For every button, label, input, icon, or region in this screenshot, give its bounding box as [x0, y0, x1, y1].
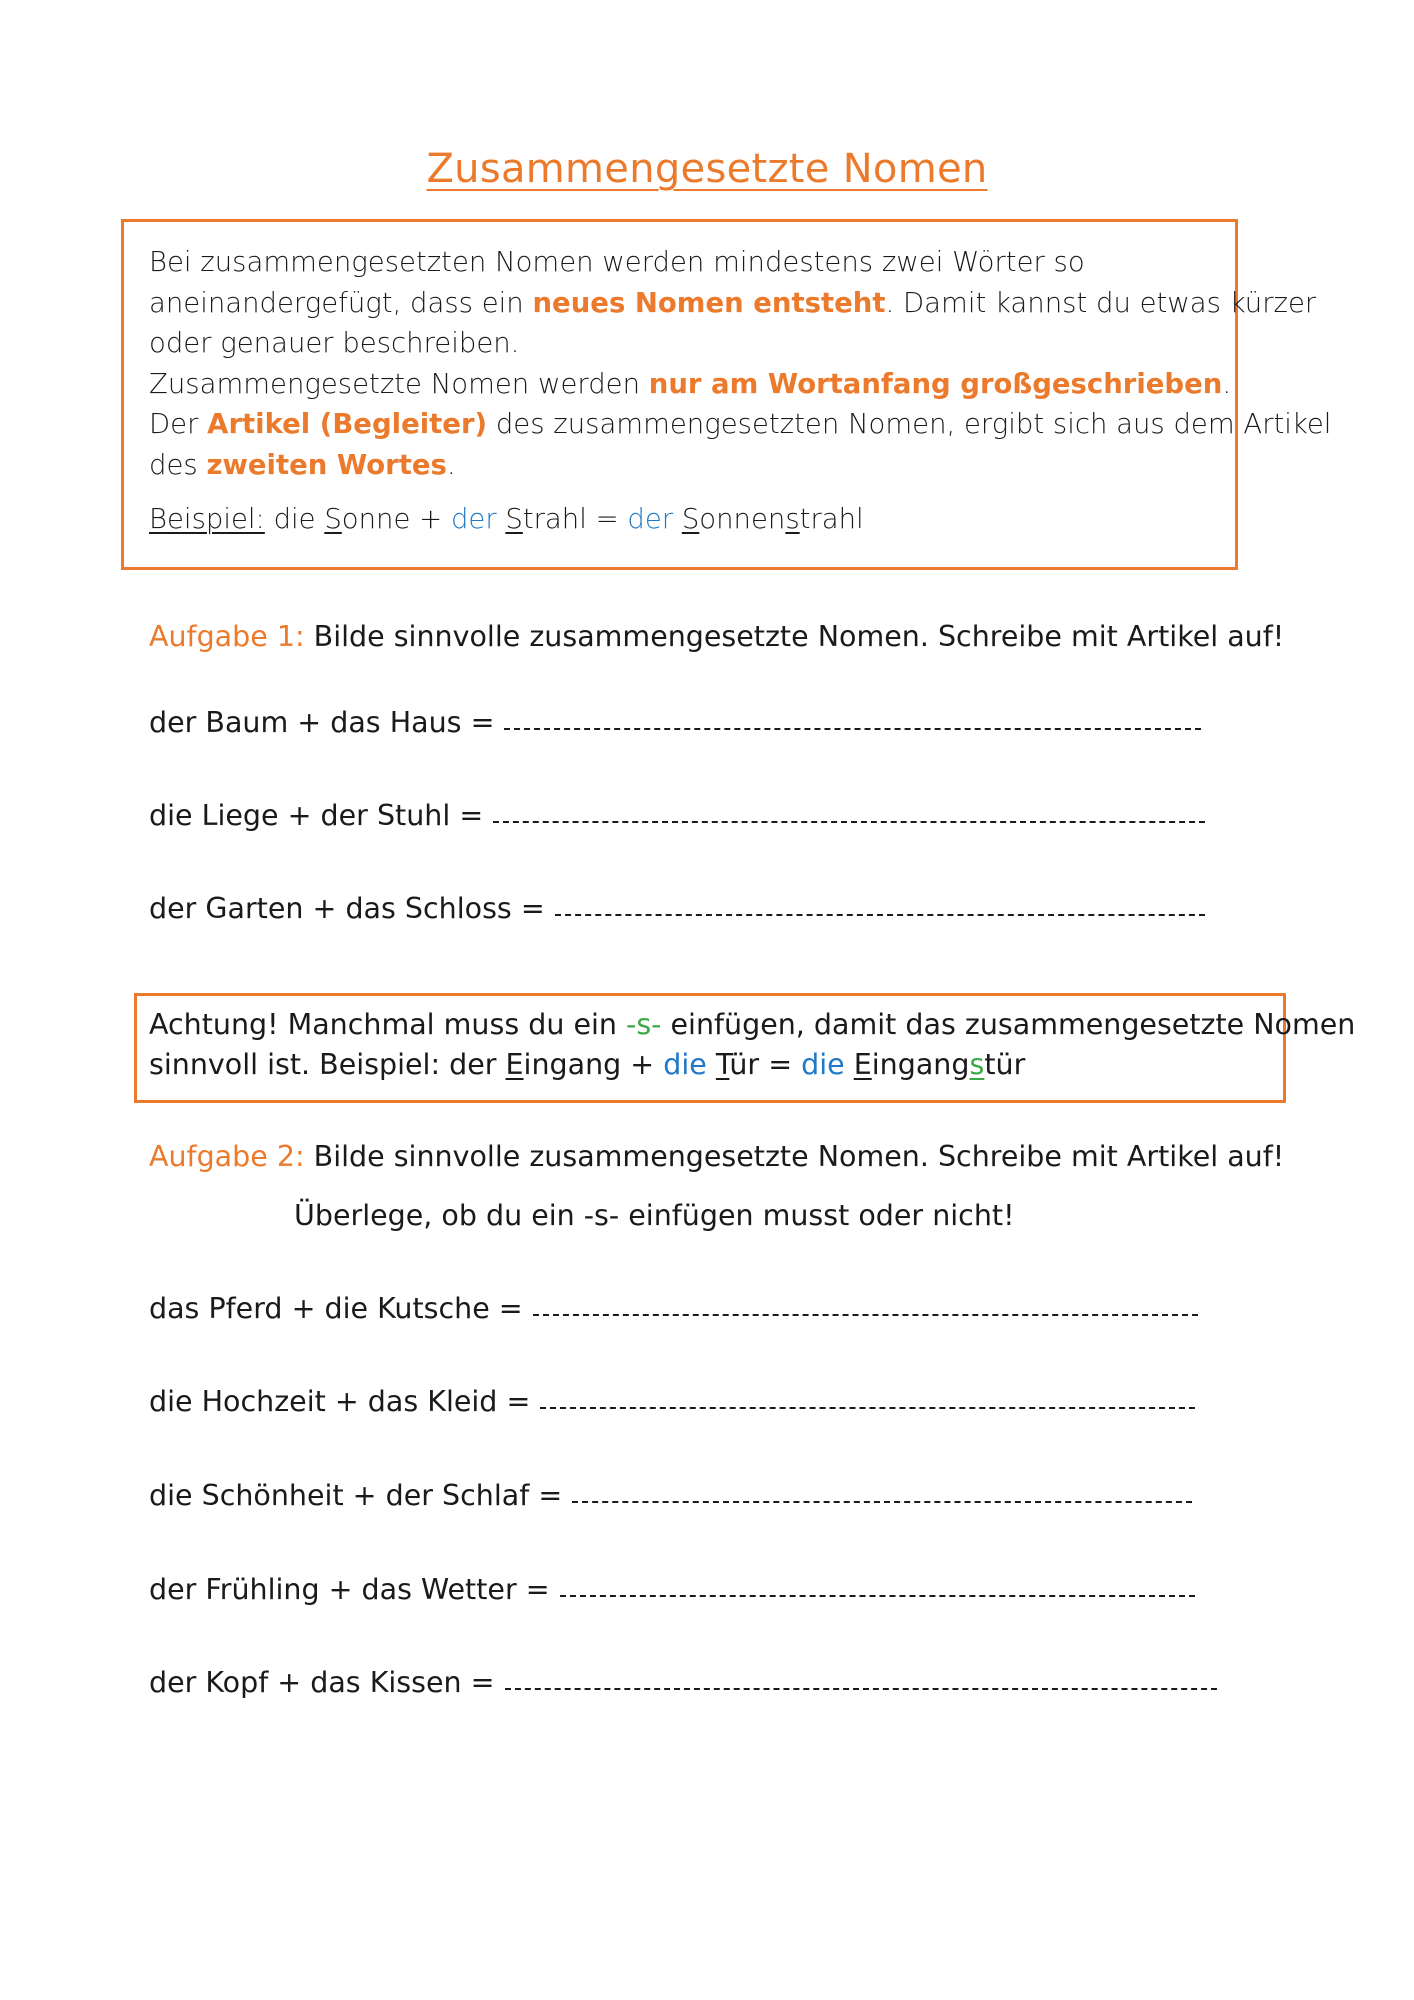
example-label: Beispiel: — [149, 503, 265, 535]
highlight-artikel: Artikel (Begleiter) — [207, 408, 488, 440]
info-line-3: oder genauer beschreiben. — [149, 327, 520, 359]
task1-item-2: die Liege + der Stuhl = — [149, 799, 1205, 832]
task2-label: Aufgabe 2: — [149, 1140, 305, 1173]
info-text — [149, 242, 1331, 485]
task2-item-3: die Schönheit + der Schlaf = — [149, 1479, 1192, 1512]
task1-label: Aufgabe 1: — [149, 620, 305, 653]
task1-item-1: der Baum + das Haus = — [149, 706, 1201, 739]
task2-heading: Aufgabe 2: Bilde sinnvolle zusammengesetzte Nomen. Schreibe mit Artikel auf! — [149, 1140, 1285, 1173]
insert-s-marker: -s- — [626, 1008, 662, 1041]
info-line-6: des zweiten Wortes. — [149, 448, 456, 481]
highlight-neues-nomen: neues Nomen entsteht — [532, 286, 886, 319]
task2-item-1: das Pferd + die Kutsche = — [149, 1292, 1198, 1325]
highlight-zweiten-wortes: zweiten Wortes — [206, 448, 447, 481]
task1-item-3: der Garten + das Schloss = — [149, 892, 1205, 925]
warning-text — [149, 1005, 1355, 1085]
answer-blank[interactable] — [572, 1500, 1192, 1503]
highlight-wortanfang: nur am Wortanfang großgeschrieben — [648, 367, 1223, 400]
answer-blank[interactable] — [504, 727, 1201, 730]
task2-item-5: der Kopf + das Kissen = — [149, 1666, 1217, 1699]
warning-line-2: sinnvoll ist. Beispiel: der Eingang + die Tür = die Eingangstür — [149, 1048, 1026, 1081]
answer-blank[interactable] — [505, 1687, 1217, 1690]
info-line-4: Zusammengesetzte Nomen werden nur am Wortanfang großgeschrieben. — [149, 367, 1232, 400]
answer-blank[interactable] — [560, 1594, 1195, 1597]
info-line-1: Bei zusammengesetzten Nomen werden mindestens zwei Wörter so — [149, 246, 1085, 278]
task1-heading: Aufgabe 1: Bilde sinnvolle zusammengesetzte Nomen. Schreibe mit Artikel auf! — [149, 620, 1285, 653]
task2-item-4: der Frühling + das Wetter = — [149, 1573, 1195, 1606]
example-line: Beispiel: die Sonne + der Strahl = der Sonnenstrahl — [149, 503, 864, 535]
answer-blank[interactable] — [555, 913, 1205, 916]
answer-blank[interactable] — [540, 1406, 1195, 1409]
task2-item-2: die Hochzeit + das Kleid = — [149, 1385, 1195, 1418]
answer-blank[interactable] — [493, 820, 1205, 823]
warning-line-1: Achtung! Manchmal muss du ein -s- einfügen, damit das zusammengesetzte Nomen — [149, 1008, 1356, 1041]
info-line-2: aneinandergefügt, dass ein neues Nomen entsteht. Damit kannst du etwas kürzer — [149, 286, 1317, 319]
page-title: Zusammengesetzte Nomen — [426, 146, 988, 192]
info-line-5: Der Artikel (Begleiter) des zusammengesetzten Nomen, ergibt sich aus dem Artikel — [149, 408, 1332, 440]
answer-blank[interactable] — [533, 1313, 1198, 1316]
task2-subheading: Überlege, ob du ein -s- einfügen musst oder nicht! — [294, 1199, 1015, 1232]
